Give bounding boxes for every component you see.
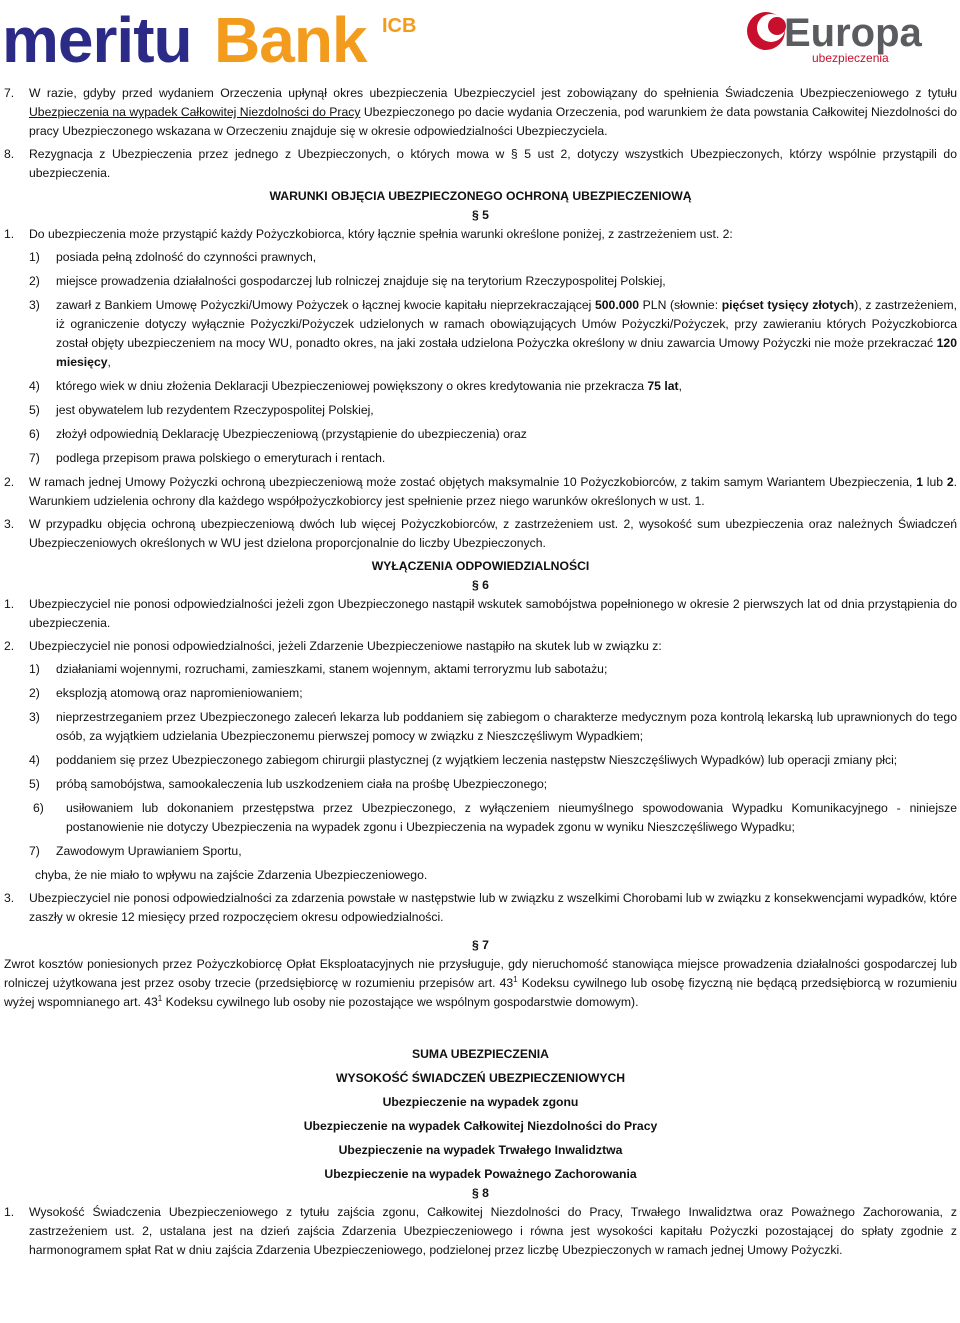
paragraph-text: Zwrot kosztów poniesionych przez Pożyczkobiorcę Opłat Eksploatacyjnych nie przysługuje, gdy nieruchomość stanowiąca miejsce prowadzenia działalności gospodarczej lub rolniczej użytkowana jest przez osoby trzecie (przedsiębiorcę w rozumieniu przepisów art. 43 [4, 957, 957, 990]
logo-bank-text: Bank [214, 4, 367, 76]
item-number: 3) [29, 710, 40, 724]
paragraph-text: Ubezpieczyciel nie ponosi odpowiedzialności jeżeli zgon Ubezpieczonego nastąpił wskutek samobójstwa popełnionego w okresie 2 pierwszych lat od dnia przystąpienia do ubezpieczenia. [29, 597, 957, 630]
paragraph-text: Wysokość Świadczenia Ubezpieczeniowego z tytułu zajścia zgonu, Całkowitej Niezdolności do Pracy, Trwałego Inwalidztwa oraz Poważnego Zachorowania, z zastrzeżeniem ust. 2, ustalana jest na dzień zajścia Zdarzenia Ubezpieczeniowego i równa jest wysokości kapitału Pożyczki pozostającej do spłaty zgodnie z harmonogramem spłat Rat w dniu zajścia Zdarzenia Ubezpieczeniowego, podzielonej przez liczbę Ubezpieczonych w ramach jednej Umowy Pożyczki. [29, 1205, 957, 1257]
s6-paragraph-3 [4, 889, 957, 927]
paragraph-text: Rezygnacja z Ubezpieczenia przez jednego z Ubezpieczonych, o których mowa w § 5 ust 2, dotyczy wszystkich Ubezpieczonych, którzy wspólnie przystąpili do ubezpieczenia. [29, 147, 957, 180]
list-item [4, 449, 957, 468]
item-text: którego wiek w dniu złożenia Deklaracji Ubezpieczeniowej powiększony o okres kredytowania nie przekracza [56, 379, 648, 393]
paragraph-bold-text: 1 [916, 475, 923, 489]
paragraph-number: 8. [4, 147, 15, 161]
paragraph-number: 1. [4, 1205, 15, 1219]
s7-paragraph [4, 955, 957, 1012]
s5-paragraph-3 [4, 515, 957, 553]
europa-ubezpieczenia-logo [744, 4, 958, 66]
section-heading: WYŁĄCZENIA ODPOWIEDZIALNOŚCI [371, 559, 590, 573]
item-text: złożył odpowiednią Deklarację Ubezpieczeniową (przystąpienie do ubezpieczenia) oraz [56, 427, 527, 441]
paragraph-number: 1. [4, 597, 15, 611]
list-item [4, 684, 957, 703]
paragraph-number: 7. [4, 86, 15, 100]
section-number: § 8 [472, 1186, 489, 1200]
item-text: zawarł z Bankiem Umowę Pożyczki/Umowy Pożyczek o łącznej kwocie kapitału nieprzekraczającej [56, 298, 595, 312]
list-item [4, 272, 957, 291]
item-text: jest obywatelem lub rezydentem Rzeczypospolitej Polskiej, [56, 403, 374, 417]
logo-meritum-text: meritu [2, 4, 192, 76]
superscript: 1 [513, 974, 518, 984]
paragraph-text: Ubezpieczyciel nie ponosi odpowiedzialności za zdarzenia powstałe w następstwie lub w związku z wszelkimi Chorobami lub w związku z konsekwencjami wypadków, które zaszły w okresie 12 miesięcy przed rozpoczęciem okresu odpowiedzialności. [29, 891, 957, 924]
logo-europa-text: Europa [784, 11, 922, 55]
paragraph-text: W razie, gdyby przed wydaniem Orzeczenia upłynął okres ubezpieczenia Ubezpieczyciel jest zobowiązany do spełnienia Świadczenia Ubezpieczeniowego z tytułu [29, 86, 957, 100]
s8-paragraph-1 [4, 1203, 957, 1260]
paragraph-text: Do ubezpieczenia może przystąpić każdy Pożyczkobiorca, który łącznie spełnia warunki określone poniżej, z zastrzeżeniem ust. 2: [29, 227, 733, 241]
s6-paragraph-1 [4, 595, 957, 633]
item-text: ), z zastrzeżeniem, iż ograniczenie dotyczy wyłącznie Pożyczki/Pożyczek udzielonych w ramach obowiązujących Umów Pożyczki/Pożyczek, przy zawieraniu których Pożyczkobiorca został objęty ubezpieczeniem na mocy WU, ponadto okres, na jaki została udzielona Pożyczka określony w dniu zawarcia Umowy Pożyczki nie może przekraczać [56, 298, 957, 350]
s6-paragraph-2 [4, 637, 957, 656]
paragraph-number: 2. [4, 639, 15, 653]
paragraph-text: . Warunkiem udzielenia ochrony dla każdego współpożyczkobiorcy jest spełnienie przez niego warunków określonych w ust. 1. [29, 475, 957, 508]
paragraph-7 [4, 84, 957, 141]
exclusion-tail: chyba, że nie miało to wpływu na zajście Zdarzenia Ubezpieczeniowego. [35, 868, 428, 882]
suma-heading: SUMA UBEZPIECZENIA [411, 1047, 549, 1061]
item-bold-text: 120 miesięcy [56, 336, 957, 369]
suma-heading: Ubezpieczenie na wypadek zgonu [382, 1095, 579, 1109]
suma-heading: WYSOKOŚĆ ŚWIADCZEŃ UBEZPIECZENIOWYCH [335, 1071, 626, 1085]
item-text: usiłowaniem lub dokonaniem przestępstwa przez Ubezpieczonego, z wyłączeniem nieumyślnego spowodowania Wypadku Komunikacyjnego - niniejsze postanowienie nie dotyczy Ubezpieczenia na wypadek zgonu i Ubezpieczenia na wypadek zgonu w wyniku Nieszczęśliwego Wypadku; [66, 801, 957, 834]
paragraph-number: 3. [4, 517, 15, 531]
list-item [4, 751, 957, 770]
suma-heading: Ubezpieczenie na wypadek Trwałego Inwalidztwa [338, 1143, 623, 1157]
s5-paragraph-1 [4, 225, 957, 244]
section-heading: WARUNKI OBJĘCIA UBEZPIECZONEGO OCHRONĄ UBEZPIECZENIOWĄ [269, 189, 692, 203]
item-bold-text: 75 lat [647, 379, 679, 393]
item-number: 2) [29, 274, 40, 288]
item-bold-text: 500.000 [594, 298, 640, 312]
paragraph-bold-text: 2 [946, 475, 954, 489]
page-header [0, 0, 960, 82]
logo-icb-text: ICB [382, 15, 417, 37]
item-text: , [678, 379, 682, 393]
section-number: § 5 [472, 208, 489, 222]
list-item [4, 799, 957, 837]
item-text: poddaniem się przez Ubezpieczonego zabiegom chirurgii plastycznej (z wyjątkiem leczenia następstw Nieszczęśliwych Wypadków) lub operacji zmiany płci; [56, 753, 898, 767]
item-text: działaniami wojennymi, rozruchami, zamieszkami, stanem wojennym, aktami terroryzmu lub sabotażu; [56, 662, 608, 676]
item-number: 2) [29, 686, 40, 700]
paragraph-text: W przypadku objęcia ochroną ubezpieczeniową dwóch lub więcej Pożyczkobiorców, z zastrzeżeniem ust. 2, wysokość sum ubezpieczenia oraz należnych Świadczeń Ubezpieczeniowych określonych w WU jest dzielona proporcjonalnie do liczby Ubezpieczonych. [29, 517, 957, 550]
item-text: nieprzestrzeganiem przez Ubezpieczonego zaleceń lekarza lub poddaniem się zabiegom o charakterze medycznym poza kontrolą lekarską lub uprawnionych do tego osób, za wyjątkiem udzielania Ubezpieczonemu pierwszej pomocy w związku z Nieszczęśliwym Wypadkiem; [56, 710, 957, 743]
item-number: 7) [29, 451, 40, 465]
item-bold-text: pięćset tysięcy złotych [721, 298, 855, 312]
suma-heading: Ubezpieczenie na wypadek Całkowitej Niezdolności do Pracy [303, 1119, 658, 1133]
item-text: PLN (słownie: [639, 298, 722, 312]
paragraph-text: Ubezpieczyciel nie ponosi odpowiedzialności, jeżeli Zdarzenie Ubezpieczeniowe nastąpiło na skutek lub w związku z: [29, 639, 662, 653]
document-body [4, 84, 957, 1264]
item-text: eksplozją atomową oraz napromieniowaniem; [56, 686, 303, 700]
paragraph-text: Ubezpieczonego po dacie wydania Orzeczenia, pod warunkiem że data powstania Całkowitej Niezdolności do pracy Ubezpieczonego wskazana w Orzeczeniu znajduje się w okresie odpowiedzialności Ubezpieczyciela. [29, 105, 958, 138]
paragraph-number: 1. [4, 227, 15, 241]
section-number: § 6 [472, 578, 489, 592]
item-text: , [107, 355, 111, 369]
list-item [4, 425, 957, 444]
list-item [4, 377, 957, 396]
item-number: 6) [33, 801, 44, 815]
paragraph-number: 3. [4, 891, 15, 905]
item-number: 6) [29, 427, 40, 441]
paragraph-text: W ramach jednej Umowy Pożyczki ochroną ubezpieczeniową może zostać objętych maksymalnie 10 Pożyczkobiorców, z takim samym Wariantem Ubezpieczenia, [29, 475, 917, 489]
meritum-bank-logo [2, 2, 422, 80]
superscript: 1 [157, 993, 163, 1003]
list-item [4, 660, 957, 679]
paragraph-text: Kodeksu cywilnego lub osobę fizyczną nie będącą przedsiębiorcą w rozumieniu wyżej wspomnianego art. 43 [4, 976, 957, 1009]
item-text: próbą samobójstwa, samookaleczenia lub uszkodzeniem ciała na prośbę Ubezpieczonego; [56, 777, 548, 791]
list-item [4, 842, 957, 861]
item-number: 4) [29, 753, 40, 767]
list-item [4, 296, 957, 372]
section-number: § 7 [472, 938, 489, 952]
item-number: 5) [29, 403, 40, 417]
paragraph-8 [4, 145, 957, 183]
paragraph-text: lub [923, 475, 947, 489]
list-item [4, 708, 957, 746]
suma-heading: Ubezpieczenie na wypadek Poważnego Zachorowania [324, 1167, 637, 1181]
list-item [4, 248, 957, 267]
item-text: posiada pełną zdolność do czynności prawnych, [56, 250, 317, 264]
item-number: 1) [29, 250, 40, 264]
item-number: 4) [29, 379, 40, 393]
insurance-link[interactable]: Ubezpieczenia na wypadek Całkowitej Niezdolności do Pracy [29, 105, 361, 119]
item-text: podlega przepisom prawa polskiego o emeryturach i rentach. [56, 451, 386, 465]
item-number: 5) [29, 777, 40, 791]
item-text: miejsce prowadzenia działalności gospodarczej lub rolniczej znajduje się na terytorium Rzeczypospolitej Polskiej, [56, 274, 666, 288]
logo-ubezpieczenia-text: ubezpieczenia [812, 51, 889, 65]
paragraph-text: Kodeksu cywilnego lub osoby nie pozostające we wspólnym gospodarstwie domowym). [162, 995, 639, 1009]
list-item [4, 775, 957, 794]
item-number: 3) [29, 298, 40, 312]
item-text: Zawodowym Uprawianiem Sportu, [56, 844, 242, 858]
s5-paragraph-2 [4, 473, 957, 511]
paragraph-number: 2. [4, 475, 15, 489]
item-number: 1) [29, 662, 40, 676]
list-item [4, 401, 957, 420]
item-number: 7) [29, 844, 40, 858]
